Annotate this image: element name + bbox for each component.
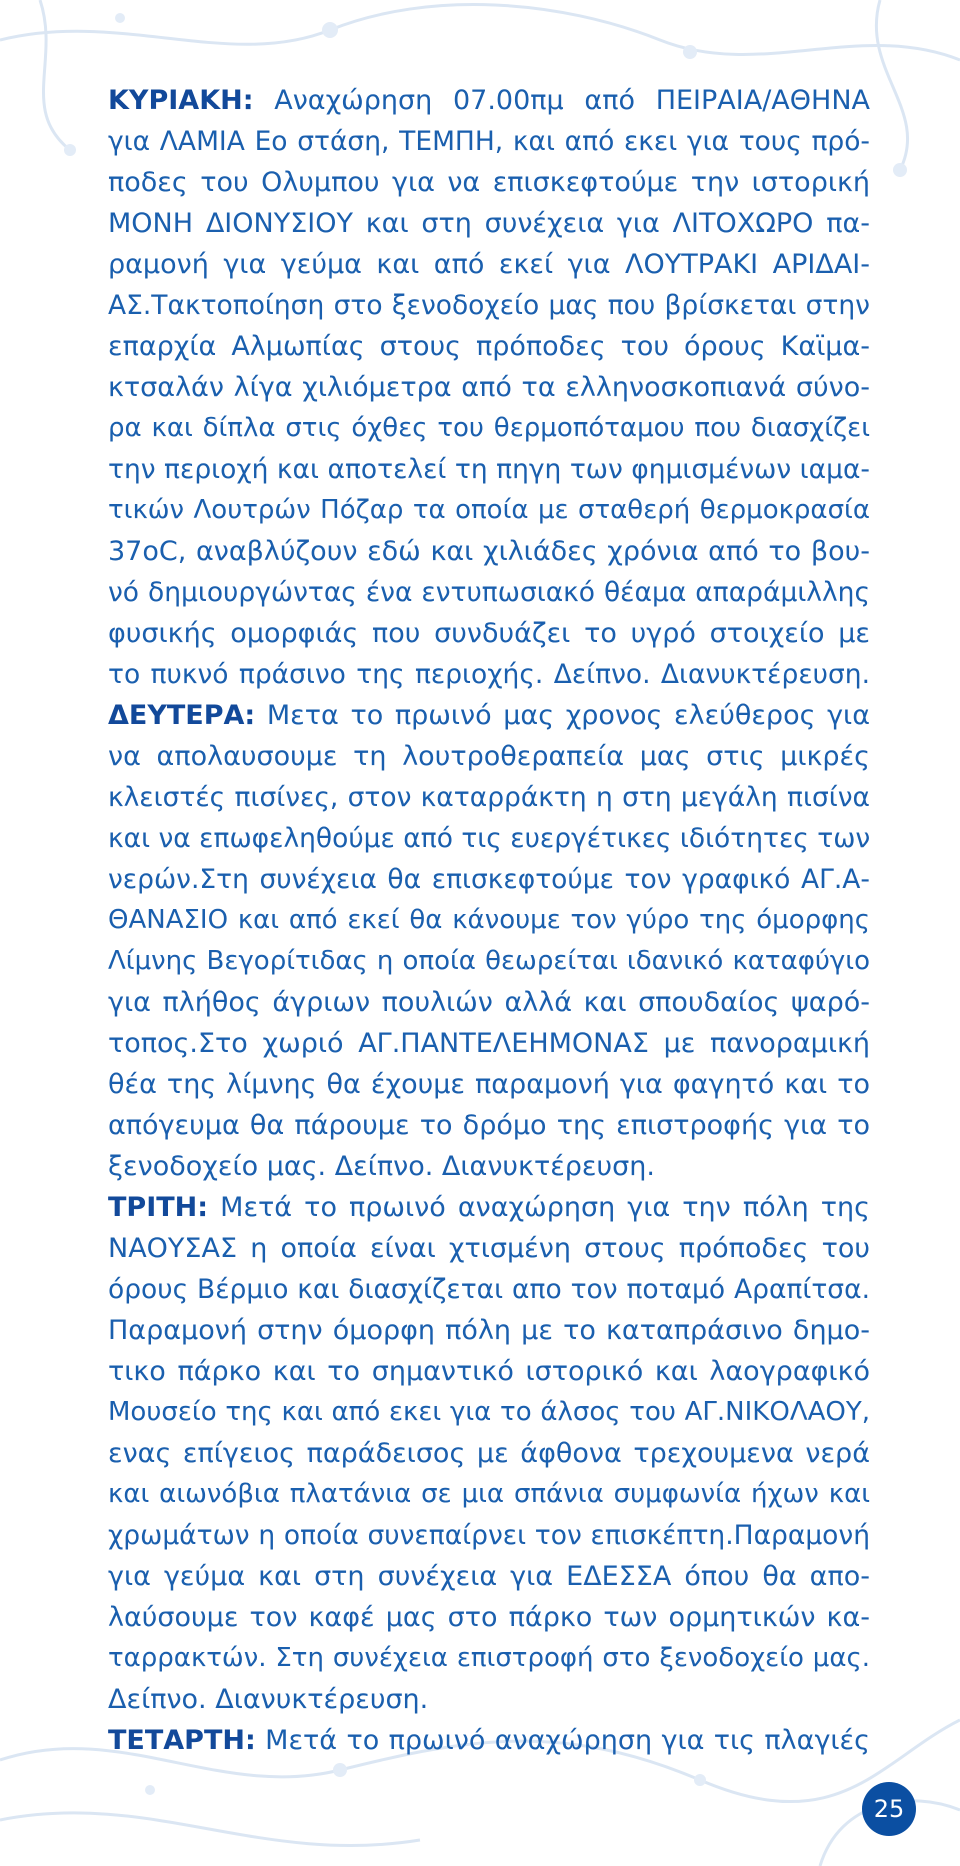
day-heading-wednesday: ΤΕΤΑΡΤΗ: [108, 1725, 256, 1756]
text-line: Μετά το πρωινό αναχώρηση για τις πλαγιές [255, 1725, 870, 1756]
text-line: τικών Λουτρών Πόζαρ τα οποία με σταθερή θερμοκρασία [108, 495, 870, 525]
text-line: για γεύμα και στη συνέχεια για ΕΔΕΣΣΑ όπου θα απο- [108, 1561, 870, 1592]
day-heading-sunday: ΚΥΡΙΑΚΗ: [108, 85, 254, 116]
text-line: τικο πάρκο και το σημαντικό ιστορικό και λαογραφικό [108, 1356, 870, 1387]
text-line: Μουσείο της και από εκει για το άλσος του ΑΓ.ΝΙΚΟΛΑΟΥ, [108, 1397, 870, 1427]
text-line: κλειστές πισίνες, στον καταρράκτη η στη μεγάλη πισίνα [108, 782, 870, 813]
text-line: χρωμάτων η οποία συνεπαίρνει τον επισκέπτη.Παραμονή [108, 1520, 870, 1551]
text-line: Αναχώρηση 07.00πμ από ΠΕΙΡΑΙΑ/ΑΘΗΝΑ [253, 85, 870, 116]
text-line: ΑΣ.Τακτοποίηση στο ξενοδοχείο μας που βρίσκεται στην [108, 290, 870, 321]
text-line: επαρχία Αλμωπίας στους πρόποδες του όρους Καϊμα- [108, 331, 870, 362]
text-line: ΝΑΟΥΣΑΣ η οποία είναι χτισμένη στους πρόποδες του [108, 1233, 870, 1264]
text-line: θέα της λίμνης θα έχουμε παραμονή για φαγητό και το [108, 1069, 870, 1100]
day-paragraph-monday [108, 695, 870, 736]
text-line: Μετα το πρωινό μας χρονος ελεύθερος για [255, 700, 870, 731]
text-line: το πυκνό πράσινο της περιοχής. Δείπνο. Διανυκτέρευση. [108, 659, 870, 690]
text-line: ενας επίγειος παράδεισος με άφθονα τρεχουμενα νερά [108, 1438, 870, 1469]
text-line: νερών.Στη συνέχεια θα επισκεφτούμε τον γραφικό ΑΓ.Α- [108, 864, 870, 895]
text-line: ραμονή για γεύμα και από εκεί για ΛΟΥΤΡΑΚΙ ΑΡΙΔΑΙ- [108, 249, 870, 280]
text-line: νό δημιουργώντας ένα εντυπωσιακό θέαμα απαράμιλλης [108, 577, 870, 608]
text-line: κτσαλάν λίγα χιλιόμετρα από τα ελληνοσκοπιανά σύνο- [108, 372, 870, 403]
page-number-badge: 25 [862, 1782, 916, 1836]
text-line: Παραμονή στην όμορφη πόλη με το καταπράσινο δημο- [108, 1315, 870, 1346]
text-line: τοπος.Στο χωριό ΑΓ.ΠΑΝΤΕΛΕΗΜΟΝΑΣ με πανοραμική [108, 1028, 870, 1059]
text-line: ρα και δίπλα στις όχθες του θερμοπόταμου που διασχίζει [108, 413, 870, 443]
text-line: ΜΟΝΗ ΔΙΟΝΥΣΙΟΥ και στη συνέχεια για ΛΙΤΟΧΩΡΟ πα- [108, 208, 870, 239]
day-paragraph-tuesday [108, 1187, 870, 1228]
text-line: Λίμνης Βεγορίτιδας η οποία θεωρείται ιδανικό καταφύγιο [108, 946, 870, 976]
text-line: ξενοδοχείο μας. Δείπνο. Διανυκτέρευση. [108, 1151, 655, 1182]
text-line: φυσικής ομορφιάς που συνδυάζει το υγρό στοιχείο με [108, 618, 870, 649]
day-paragraph-sunday [108, 80, 870, 121]
text-line: Δείπνο. Διανυκτέρευση. [108, 1684, 429, 1715]
text-line: να απολαυσουμε τη λουτροθεραπεία μας στις μικρές [108, 741, 870, 772]
text-line: απόγευμα θα πάρουμε το δρόμο της επιστροφής για το [108, 1110, 870, 1141]
text-line: ταρρακτών. Στη συνέχεια επιστροφή στο ξενοδοχείο μας. [108, 1643, 870, 1673]
text-line: Μετά το πρωινό αναχώρηση για την πόλη της [208, 1192, 870, 1223]
text-line: 37oC, αναβλύζουν εδώ και χιλιάδες χρόνια από το βου- [108, 536, 870, 567]
text-line: ΘΑΝΑΣΙΟ και από εκεί θα κάνουμε τον γύρο της όμορφης [108, 905, 870, 935]
text-line: λαύσουμε τον καφέ μας στο πάρκο των ορμητικών κα- [108, 1602, 870, 1633]
itinerary-text [108, 80, 870, 1761]
text-line: όρους Βέρμιο και διασχίζεται απο τον ποταμό Αραπίτσα. [108, 1274, 870, 1305]
day-paragraph-wednesday [108, 1720, 870, 1761]
day-heading-monday: ΔΕΥΤΕΡΑ: [108, 700, 256, 731]
day-heading-tuesday: ΤΡΙΤΗ: [108, 1192, 209, 1223]
text-line: για ΛΑΜΙΑ Εο στάση, ΤΕΜΠΗ, και από εκει για τους πρό- [108, 126, 870, 157]
text-line: για πλήθος άγριων πουλιών αλλά και σπουδαίος ψαρό- [108, 987, 870, 1018]
text-line: και αιωνόβια πλατάνια σε μια σπάνια συμφωνία ήχων και [108, 1479, 870, 1509]
text-line: και να επωφεληθούμε από τις ευεργέτικες ιδιότητες των [108, 823, 871, 854]
text-line: ποδες του Ολυμπου για να επισκεφτούμε την ιστορική [108, 167, 870, 198]
text-line: την περιοχή και αποτελεί τη πηγη των φημισμένων ιαμα- [108, 454, 870, 485]
